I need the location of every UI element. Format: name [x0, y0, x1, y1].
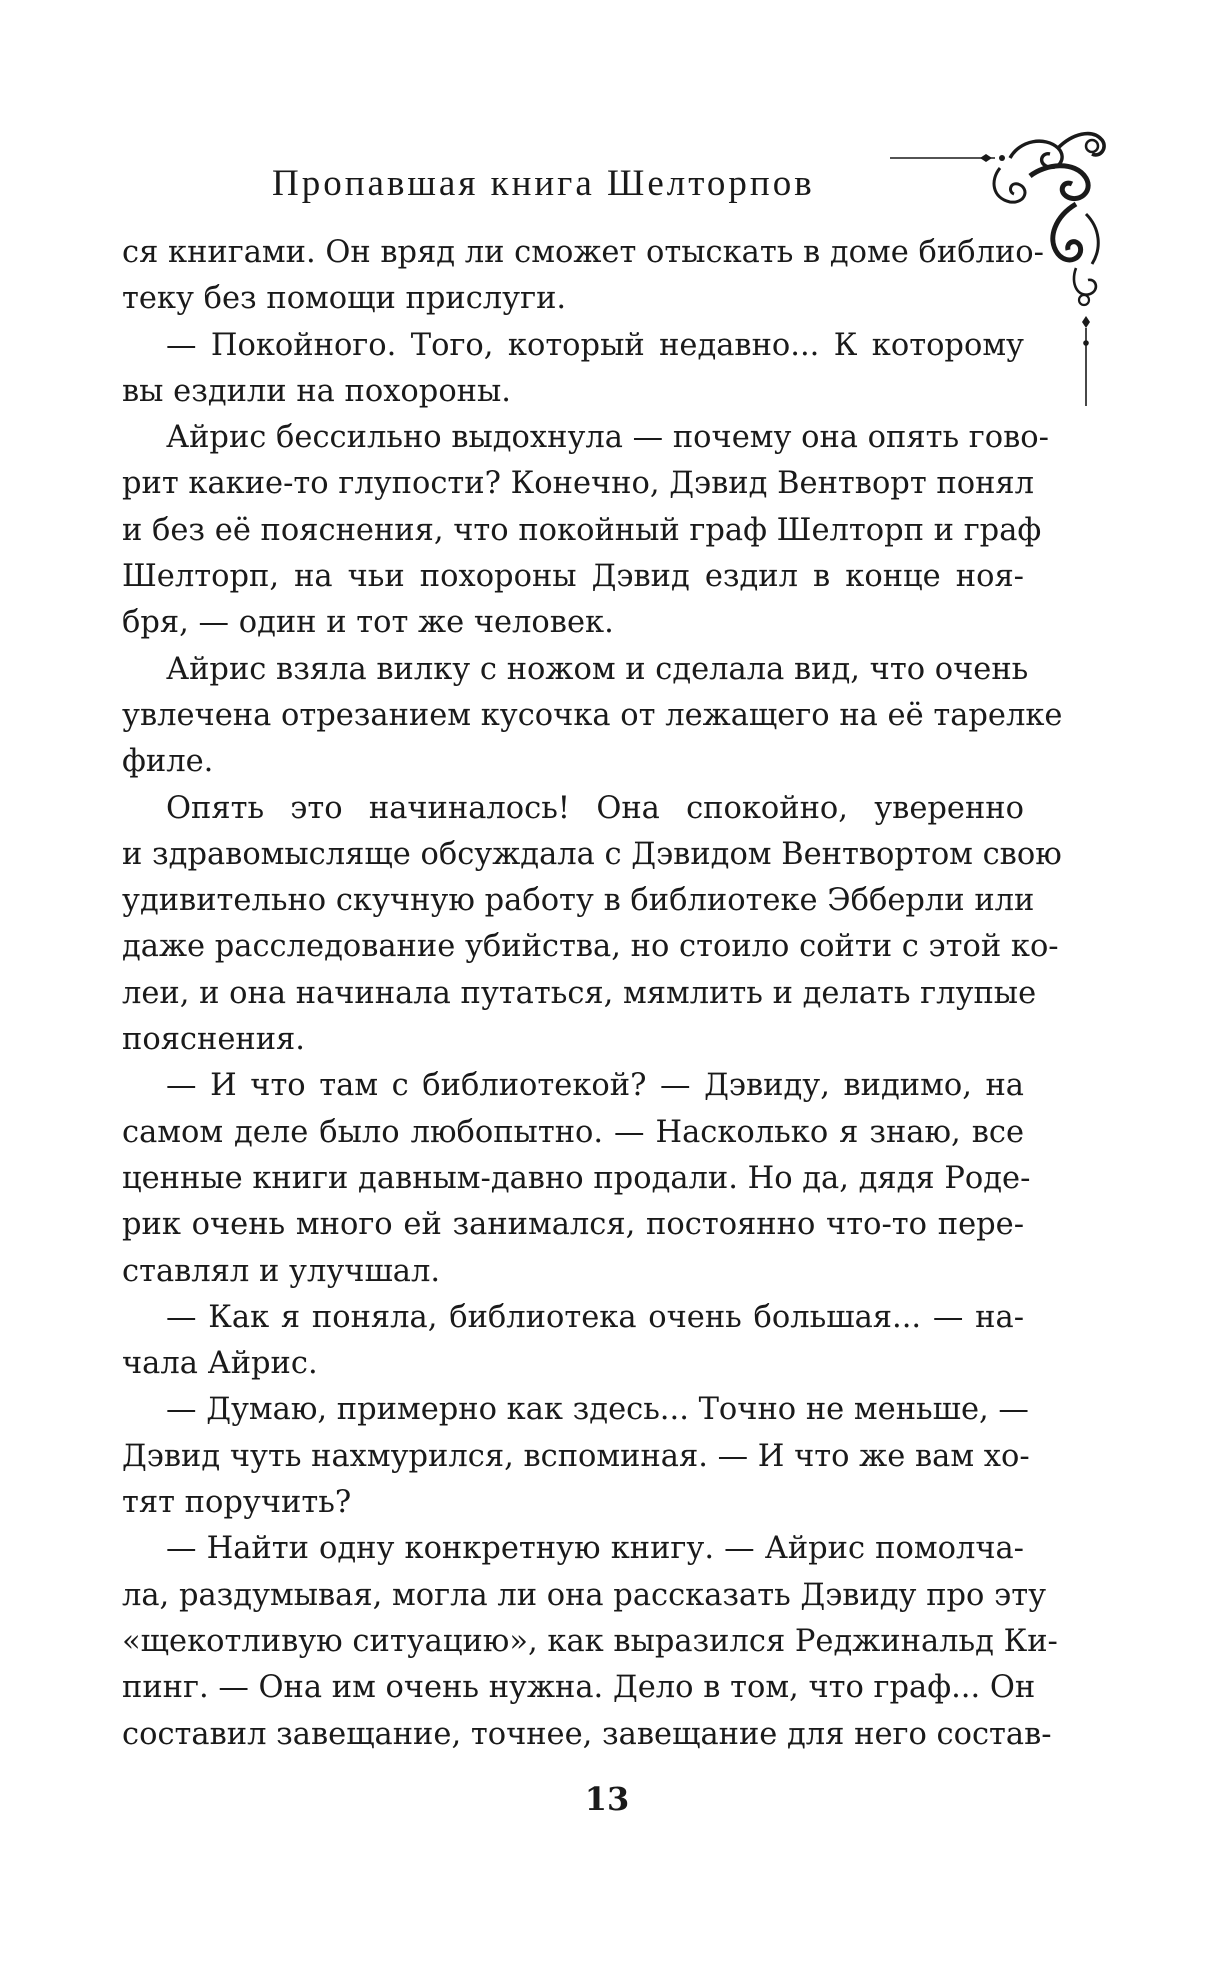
text-line: Опять это начиналось! Она спокойно, уверенно: [166, 790, 1024, 826]
text-line: леи, и она начинала путаться, мямлить и делать глупые: [122, 975, 1037, 1011]
page-number: 13: [584, 1780, 630, 1818]
text-line: ла, раздумывая, могла ли она рассказать Дэвиду про эту: [122, 1577, 1047, 1613]
text-line: — Покойного. Того, который недавно... К которому: [166, 327, 1024, 363]
text-line: тят поручить?: [122, 1485, 352, 1521]
text-line: — И что там с библиотекой? — Дэвиду, видимо, на: [166, 1068, 1024, 1104]
text-line: бря, — один и тот же человек.: [122, 605, 614, 641]
text-line: вы ездили на похороны.: [122, 373, 511, 409]
text-line: Айрис бессильно выдохнула — почему она опять гово-: [166, 420, 1049, 456]
text-line: Айрис взяла вилку с ножом и сделала вид, что очень: [166, 651, 1029, 687]
text-line: Дэвид чуть нахмурился, вспоминая. — И что же вам хо-: [122, 1438, 1030, 1474]
text-line: и без её пояснения, что покойный граф Шелторп и граф: [122, 512, 1042, 548]
text-line: увлечена отрезанием кусочка от лежащего на её тарелке: [122, 697, 1063, 733]
text-line: составил завещание, точнее, завещание для него состав-: [122, 1716, 1052, 1752]
text-line: филе.: [122, 744, 214, 780]
text-line: — Думаю, примерно как здесь... Точно не меньше, —: [166, 1392, 1029, 1428]
text-line: — Как я поняла, библиотека очень большая... — на-: [166, 1299, 1024, 1335]
text-line: пинг. — Она им очень нужна. Дело в том, что граф... Он: [122, 1670, 1036, 1706]
text-line: рит какие-то глупости? Конечно, Дэвид Вентворт понял: [122, 466, 1035, 502]
text-line: рик очень много ей занимался, постоянно что-то пере-: [122, 1207, 1024, 1243]
text-line: теку без помощи прислуги.: [122, 281, 567, 317]
text-line: удивительно скучную работу в библиотеке Эбберли или: [122, 883, 1035, 919]
text-line: чала Айрис.: [122, 1346, 318, 1382]
text-line: Шелторп, на чьи похороны Дэвид ездил в конце ноя-: [122, 559, 1024, 595]
running-head-title: Пропавшая книга Шелторпов: [272, 163, 815, 204]
text-line: ся книгами. Он вряд ли сможет отыскать в доме библио-: [122, 235, 1044, 270]
text-line: даже расследование убийства, но стоило сойти с этой ко-: [122, 929, 1059, 965]
body-text: [122, 230, 1063, 1758]
text-line: — Найти одну конкретную книгу. — Айрис помолча-: [166, 1531, 1024, 1567]
text-line: пояснения.: [122, 1022, 305, 1058]
text-line: самом деле было любопытно. — Насколько я знаю, все: [122, 1114, 1024, 1150]
text-line: и здравомысляще обсуждала с Дэвидом Вентвортом свою: [122, 836, 1062, 872]
text-line: «щекотливую ситуацию», как выразился Реджинальд Ки-: [122, 1623, 1058, 1659]
text-line: ценные книги давным-давно продали. Но да, дядя Роде-: [122, 1160, 1031, 1196]
text-line: ставлял и улучшал.: [122, 1253, 441, 1289]
